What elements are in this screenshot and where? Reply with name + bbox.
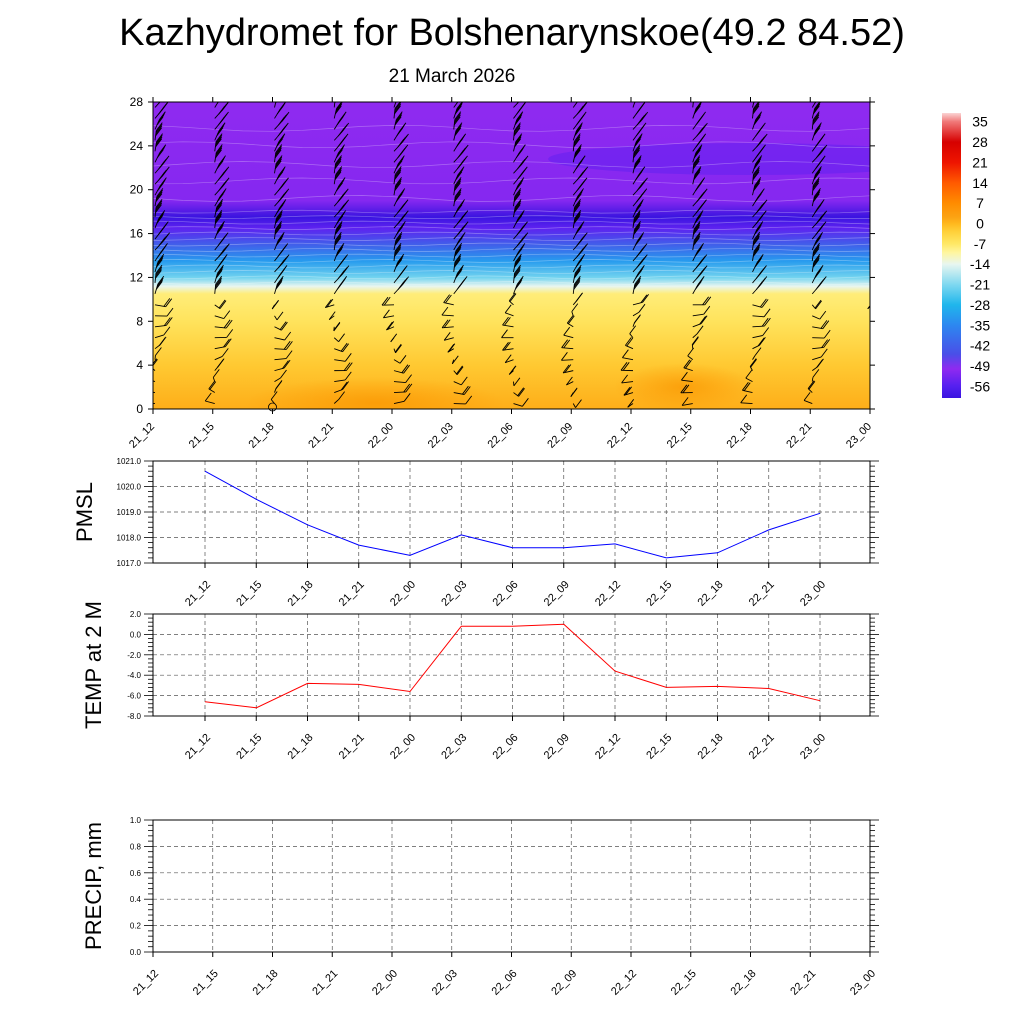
x-tick-label: 22_00 <box>388 578 419 609</box>
x-tick-label: 21_15 <box>234 578 265 609</box>
wind-barb-feather <box>875 134 881 142</box>
colorbar-label: -56 <box>969 378 991 395</box>
colorbar-label: -49 <box>969 358 991 375</box>
x-tick-label: 21_12 <box>183 731 214 762</box>
wind-barb-feather <box>879 223 885 231</box>
x-tick-label: 22_21 <box>784 420 815 451</box>
wind-barb-shaft <box>872 262 873 272</box>
wind-barb-feather <box>884 351 890 359</box>
wind-barb-feather <box>873 205 879 213</box>
wind-barb-feather <box>878 234 884 242</box>
wind-barb-feather <box>221 90 227 98</box>
wind-barb-feather <box>876 243 882 251</box>
colorbar-label: -21 <box>969 276 991 293</box>
wind-barb-feather <box>874 112 880 120</box>
wind-barb-shaft <box>872 389 876 393</box>
wind-barb-shaft <box>872 251 876 261</box>
x-tick-label: 21_21 <box>306 420 337 451</box>
wind-barb-feather <box>881 361 887 369</box>
y-tick-label: 0.0 <box>129 948 141 957</box>
wind-barb-feather <box>875 135 881 143</box>
wind-barb-feather <box>276 92 282 100</box>
wind-barb-feather <box>160 94 166 102</box>
wind-barb-shaft <box>872 378 880 381</box>
cross-section-panel <box>127 90 948 451</box>
x-tick-label: 22_00 <box>366 420 397 451</box>
wind-barb-shaft <box>872 186 875 196</box>
wind-barb-shaft <box>872 196 873 206</box>
wind-barb-feather <box>881 342 887 350</box>
x-tick-label: 22_03 <box>429 967 460 998</box>
wind-barb-feather <box>874 137 880 145</box>
wind-barb-feather <box>755 90 761 98</box>
wind-barb-feather <box>877 212 883 220</box>
pmsl-panel <box>72 457 879 609</box>
colorbar-label: 7 <box>976 195 984 212</box>
x-tick-label: 21_15 <box>190 967 221 998</box>
wind-barb-feather <box>876 322 882 330</box>
y-tick-label: 0.2 <box>129 921 141 931</box>
wind-barb-feather <box>875 216 881 224</box>
y-axis-title: TEMP at 2 M <box>81 601 106 729</box>
panel-background <box>153 614 870 716</box>
wind-barb-feather <box>580 90 586 98</box>
wind-barb-feather <box>874 249 880 257</box>
colorbar-label: -35 <box>969 317 991 334</box>
wind-barb-feather <box>143 396 149 404</box>
wind-barb-feather <box>873 124 879 132</box>
x-tick-label: 22_06 <box>485 420 516 451</box>
y-tick-label: 8 <box>136 314 143 329</box>
colorbar-label: 35 <box>972 113 988 130</box>
x-tick-label: 22_00 <box>388 731 419 762</box>
wind-barb-feather <box>876 278 882 286</box>
wind-barb-shaft <box>872 327 877 331</box>
x-tick-label: 21_21 <box>336 731 367 762</box>
wind-barb-feather <box>875 172 881 180</box>
y-tick-label: -6.0 <box>127 691 141 701</box>
wind-barb-feather <box>578 93 584 101</box>
x-tick-label: 22_18 <box>728 967 759 998</box>
wind-barb-feather <box>164 90 170 98</box>
wind-barb-feather <box>878 168 884 176</box>
wind-barb-feather <box>873 256 879 264</box>
wind-barb-shaft <box>872 241 880 250</box>
x-tick-label: 22_21 <box>746 578 777 609</box>
wind-barb-feather <box>522 90 528 98</box>
wind-barb-feather <box>877 323 883 331</box>
wind-barb-feather <box>874 201 880 209</box>
wind-barb-feather <box>276 93 282 101</box>
y-tick-label: 2.0 <box>129 610 141 619</box>
wind-barb-feather <box>877 225 883 233</box>
x-tick-label: 22_21 <box>788 967 819 998</box>
page-title: Kazhydromet for Bolshenarynskoe(49.2 84.52) <box>119 12 905 54</box>
wind-barb-feather <box>144 383 150 391</box>
wind-barb-feather <box>277 90 283 98</box>
x-tick-label: 21_18 <box>285 731 316 762</box>
wind-barb-feather <box>458 93 464 101</box>
wind-barb-feather <box>636 90 642 98</box>
x-tick-label: 22_12 <box>605 420 636 451</box>
y-tick-label: 1020.0 <box>116 482 141 492</box>
wind-barb-feather <box>579 92 585 100</box>
wind-barb-feather <box>876 104 882 112</box>
wind-barb-feather <box>874 113 880 121</box>
x-tick-label: 22_12 <box>593 578 624 609</box>
wind-barb-shaft <box>872 131 873 141</box>
wind-barb-feather <box>694 92 700 100</box>
y-tick-label: 0 <box>136 402 143 416</box>
temp-panel <box>81 601 879 762</box>
wind-barb-feather <box>881 222 887 230</box>
wind-barb-feather <box>162 92 168 100</box>
wind-barb-shaft <box>872 98 881 107</box>
wind-barb-feather <box>878 101 884 109</box>
wind-barb-feather <box>220 92 226 100</box>
wind-barb-shaft <box>872 120 874 130</box>
colorbar-label: 28 <box>972 134 988 151</box>
wind-barb-feather <box>883 342 889 350</box>
y-tick-label: 0.8 <box>129 842 141 852</box>
wind-barb-feather <box>874 199 880 207</box>
wind-barb-feather <box>880 370 886 378</box>
x-tick-label: 22_06 <box>490 731 521 762</box>
y-tick-label: 0.6 <box>129 868 141 878</box>
x-tick-label: 22_09 <box>541 578 572 609</box>
colorbar-label: 21 <box>972 154 988 171</box>
wind-barb-feather <box>872 312 878 320</box>
wind-barb-feather <box>878 147 884 155</box>
wind-barb-feather <box>878 211 884 219</box>
wind-barb-feather <box>817 92 823 100</box>
wind-barb-feather <box>816 93 822 101</box>
wind-barb-feather <box>874 281 880 289</box>
x-tick-label: 21_12 <box>131 967 162 998</box>
wind-barb-shaft <box>872 153 879 163</box>
wind-barb-feather <box>878 94 884 102</box>
wind-barb-shaft <box>872 349 883 350</box>
y-tick-label: 0.0 <box>129 630 141 640</box>
wind-barb-feather <box>875 178 881 186</box>
wind-barb-feather <box>874 115 880 123</box>
x-tick-label: 22_18 <box>724 420 755 451</box>
colorbar-label: 14 <box>972 174 988 191</box>
wind-barb-feather <box>396 93 402 101</box>
y-tick-label: 1021.0 <box>116 457 141 466</box>
wind-barb-feather <box>876 161 882 169</box>
x-tick-label: 21_12 <box>127 420 158 451</box>
wind-barb-feather <box>873 190 879 198</box>
x-tick-label: 21_18 <box>250 967 281 998</box>
wind-barb-feather <box>881 333 887 341</box>
y-tick-label: 1.0 <box>129 816 141 825</box>
y-tick-label: 24 <box>129 138 143 153</box>
x-tick-label: 22_15 <box>664 420 695 451</box>
wind-barb-feather <box>873 269 879 277</box>
wind-barb-feather <box>875 179 881 187</box>
wind-barb-feather <box>881 90 887 98</box>
y-tick-label: -2.0 <box>127 650 141 660</box>
x-tick-label: 22_18 <box>695 578 726 609</box>
y-tick-label: 20 <box>129 182 143 197</box>
y-tick-label: 28 <box>129 95 143 109</box>
wind-barb-shaft <box>872 164 881 173</box>
wind-barb-feather <box>875 106 881 114</box>
wind-barb-feather <box>876 381 882 389</box>
x-tick-label: 22_15 <box>644 731 675 762</box>
wind-barb-feather <box>881 156 887 164</box>
colorbar-label: -42 <box>969 337 991 354</box>
x-tick-label: 22_21 <box>746 731 777 762</box>
x-tick-label: 23_00 <box>844 420 875 451</box>
page-subtitle: 21 March 2026 <box>388 66 516 87</box>
colorbar-swatch <box>942 113 961 398</box>
wind-barb-feather <box>875 280 881 288</box>
y-axis-title: PRECIP, mm <box>81 822 106 950</box>
wind-barb-feather <box>636 92 642 100</box>
colorbar <box>942 113 990 398</box>
x-tick-label: 22_03 <box>425 420 456 451</box>
x-tick-label: 21_18 <box>285 578 316 609</box>
colorbar-label: 0 <box>976 215 984 232</box>
x-tick-label: 22_12 <box>609 967 640 998</box>
wind-barb-shaft <box>872 175 879 185</box>
y-tick-label: -8.0 <box>127 712 141 721</box>
x-tick-label: 22_15 <box>644 578 675 609</box>
x-tick-label: 22_00 <box>370 967 401 998</box>
x-tick-label: 22_18 <box>695 731 726 762</box>
wind-barb-shaft <box>872 273 874 283</box>
wind-barb-shaft <box>872 369 883 371</box>
y-axis-title: PMSL <box>72 482 97 542</box>
wind-barb-feather <box>879 92 885 100</box>
wind-barb-feather <box>335 92 341 100</box>
wind-barb-feather <box>397 90 403 98</box>
wind-barb-feather <box>879 145 885 153</box>
wind-barb-feather <box>877 103 883 111</box>
x-tick-label: 22_09 <box>545 420 576 451</box>
wind-barb-feather <box>519 94 525 102</box>
wind-barb-feather <box>874 203 880 211</box>
wind-barb-feather <box>876 148 882 156</box>
x-tick-label: 21_15 <box>186 420 217 451</box>
wind-barb-feather <box>874 181 880 189</box>
colorbar-label: -14 <box>969 256 991 273</box>
x-tick-label: 21_21 <box>336 578 367 609</box>
y-tick-label: 4 <box>136 358 143 373</box>
wind-barb-feather <box>693 93 699 101</box>
x-tick-label: 22_12 <box>593 731 624 762</box>
wind-barb-feather <box>873 254 879 262</box>
wind-barb-feather <box>873 194 879 202</box>
wind-barb-feather <box>877 276 883 284</box>
wind-barb-feather <box>875 247 881 255</box>
x-tick-label: 21_12 <box>183 578 214 609</box>
wind-barb-shaft <box>812 377 813 381</box>
y-tick-label: 16 <box>129 226 143 241</box>
x-tick-label: 22_03 <box>439 731 470 762</box>
wind-barb-feather <box>875 150 881 158</box>
wind-barb-shaft <box>872 207 874 217</box>
wind-barb-feather <box>460 92 466 100</box>
wind-barb-feather <box>878 159 884 167</box>
wind-barb-feather <box>877 170 883 178</box>
wind-barb-feather <box>219 93 225 101</box>
wind-barb-shaft <box>872 142 875 152</box>
wind-barb-feather <box>879 158 885 166</box>
y-tick-label: -4.0 <box>127 671 141 681</box>
wind-barb-feather <box>877 236 883 244</box>
x-tick-label: 22_03 <box>439 578 470 609</box>
wind-barb-feather <box>876 214 882 222</box>
wind-barb-feather <box>873 123 879 131</box>
y-tick-label: 1018.0 <box>116 533 141 543</box>
wind-barb-feather <box>694 90 700 98</box>
y-tick-label: 1017.0 <box>116 559 141 568</box>
cold-area <box>548 143 948 175</box>
wind-barb-feather <box>873 192 879 200</box>
y-tick-label: 1019.0 <box>116 508 141 517</box>
wind-barb-shaft <box>561 360 573 361</box>
wind-barb-shaft <box>872 338 881 341</box>
wind-barb-feather <box>146 383 152 391</box>
x-tick-label: 21_21 <box>310 967 341 998</box>
wind-barb-feather <box>397 92 403 100</box>
x-tick-label: 21_18 <box>246 420 277 451</box>
wind-barb-feather <box>875 381 881 389</box>
x-tick-label: 22_15 <box>668 967 699 998</box>
wind-barb-shaft <box>872 230 881 239</box>
wind-barb-feather <box>754 92 760 100</box>
colorbar-label: -7 <box>973 235 987 252</box>
wind-barb-feather <box>873 267 879 275</box>
wind-barb-feather <box>335 93 341 101</box>
wind-barb-feather <box>873 259 879 267</box>
x-tick-label: 22_06 <box>489 967 520 998</box>
wind-barb-shaft <box>871 399 872 403</box>
wind-barb-feather <box>521 92 527 100</box>
wind-barb-shaft <box>872 219 878 229</box>
wind-barb-shaft <box>872 109 878 119</box>
wind-barb-feather <box>335 90 341 98</box>
wind-barb-feather <box>876 95 882 103</box>
y-tick-label: 12 <box>129 270 143 285</box>
wind-barb-feather <box>876 227 882 235</box>
x-tick-label: 22_09 <box>549 967 580 998</box>
wind-barb-feather <box>754 93 760 101</box>
y-tick-label: 0.4 <box>129 895 141 905</box>
wind-barb-feather <box>874 265 880 273</box>
x-tick-label: 23_00 <box>848 967 879 998</box>
x-tick-label: 21_15 <box>234 731 265 762</box>
x-tick-label: 23_00 <box>798 731 829 762</box>
x-tick-label: 22_06 <box>490 578 521 609</box>
wind-barb-feather <box>873 258 879 266</box>
wind-barb-feather <box>818 90 824 98</box>
wind-barb-feather <box>876 245 882 253</box>
wind-barb-feather <box>876 238 882 246</box>
wind-barb-feather <box>873 128 879 136</box>
wind-barb-feather <box>880 233 886 241</box>
wind-barb-feather <box>873 126 879 134</box>
colorbar-label: -28 <box>969 296 991 313</box>
wind-barb-feather <box>461 90 467 98</box>
x-tick-label: 23_00 <box>798 578 829 609</box>
wind-barb-feather <box>871 391 877 399</box>
wind-barb-shaft <box>872 284 877 294</box>
wind-barb-feather <box>879 167 885 175</box>
precip-panel <box>81 816 879 998</box>
x-tick-label: 22_09 <box>541 731 572 762</box>
wind-barb-feather <box>883 361 889 369</box>
wind-barb-feather <box>147 371 153 379</box>
wind-barb-feather <box>873 117 879 125</box>
wind-barb-feather <box>635 93 641 101</box>
